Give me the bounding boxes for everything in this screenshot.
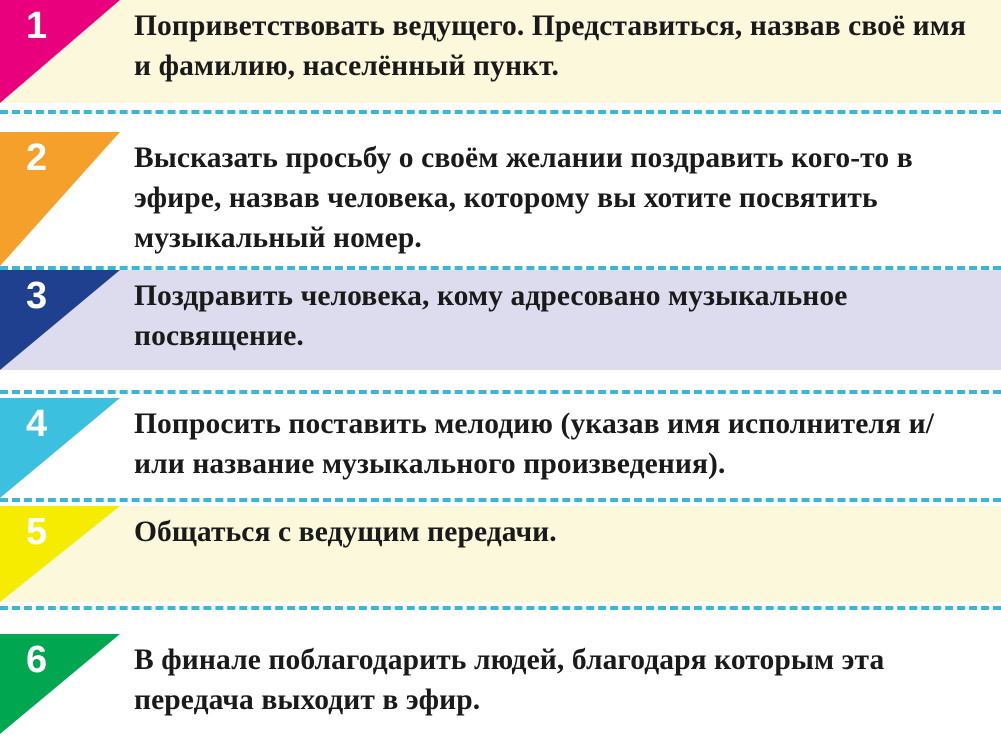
step-text: Общаться с ведущим передачи. xyxy=(134,516,557,548)
step-number-label: 1 xyxy=(26,5,48,47)
step-text: Поприветствовать ведущего. Представиться, назвав своё имя и фамилию, населённый пункт. xyxy=(134,10,967,82)
step-number-label: 2 xyxy=(26,137,48,179)
flag-triangle-icon xyxy=(0,398,120,498)
step-number-label: 4 xyxy=(26,403,48,445)
step-number-label: 6 xyxy=(26,639,48,681)
step-item xyxy=(0,506,1001,602)
step-item xyxy=(0,398,1001,498)
flag-triangle-icon xyxy=(0,0,120,103)
step-number-flag xyxy=(0,634,120,734)
step-number-flag xyxy=(0,506,120,602)
step-number-flag xyxy=(0,398,120,498)
flag-triangle-icon xyxy=(0,634,120,734)
step-text: Попросить поставить мелодию (указав имя исполнителя и/или название музыкального произведения). xyxy=(134,408,934,480)
dashed-divider xyxy=(0,606,1001,610)
step-item xyxy=(0,132,1001,266)
step-number-label: 3 xyxy=(26,275,48,317)
flag-triangle-icon xyxy=(0,506,120,602)
step-text: В финале поблагодарить людей, благодаря которым эта передача выходит в эфир. xyxy=(134,644,885,716)
dashed-divider xyxy=(0,390,1001,394)
step-item xyxy=(0,634,1001,734)
step-text: Высказать просьбу о своём желании поздравить кого-то в эфире, назвав человека, которому вы хотите посвятить музыкальный номер. xyxy=(134,142,913,254)
dashed-divider xyxy=(0,266,1001,270)
step-text: Поздравить человека, кому адресовано музыкальное посвящение. xyxy=(134,280,848,352)
flag-triangle-icon xyxy=(0,132,120,266)
step-number-flag xyxy=(0,0,120,103)
step-item xyxy=(0,270,1001,370)
step-number-flag xyxy=(0,132,120,266)
step-number-flag xyxy=(0,270,120,370)
step-item xyxy=(0,0,1001,103)
dashed-divider xyxy=(0,498,1001,502)
dashed-divider xyxy=(0,110,1001,114)
step-number-label: 5 xyxy=(26,511,48,553)
flag-triangle-icon xyxy=(0,270,120,370)
